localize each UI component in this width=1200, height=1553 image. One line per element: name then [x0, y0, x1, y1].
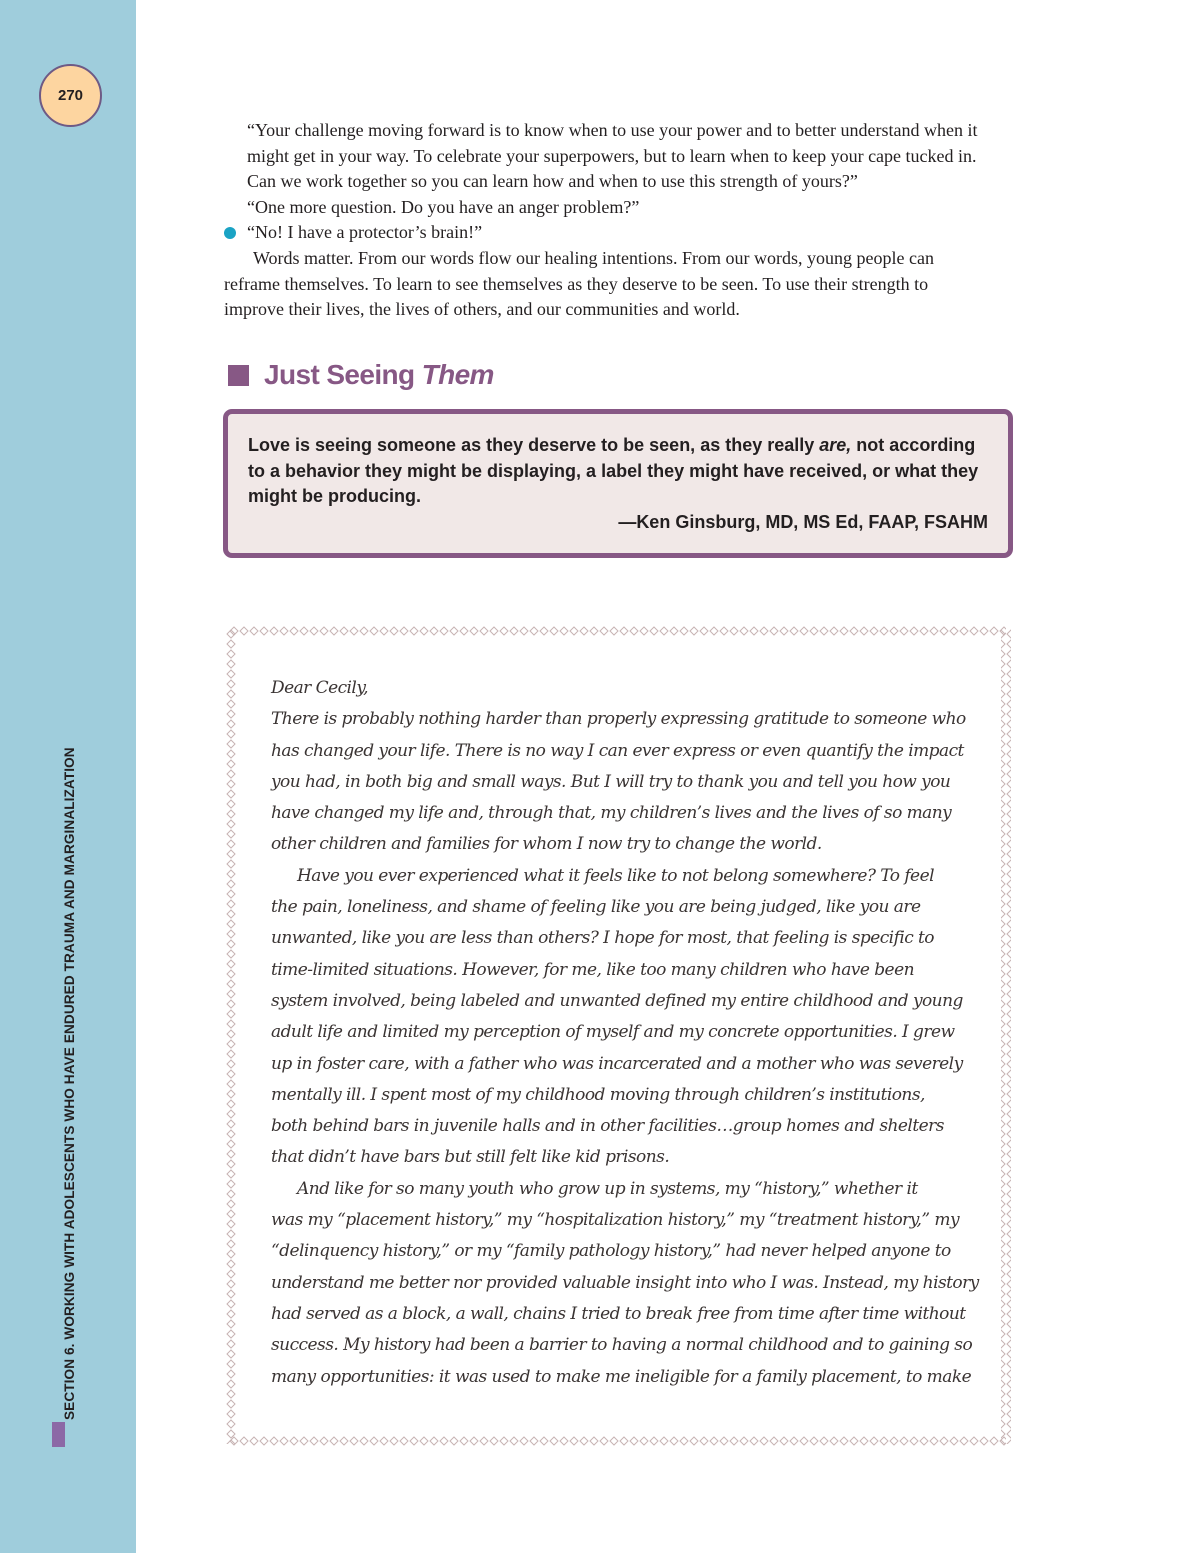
body-paragraph	[224, 246, 1004, 323]
letter-line: Have you ever experienced what it feels like to not belong somewhere? To feel	[297, 865, 934, 886]
dialog-line: might get in your way. To celebrate your superpowers, but to learn when to keep your cape tucked in.	[247, 145, 977, 166]
heading-emphasis: Them	[421, 359, 494, 390]
letter-line: was my “placement history,” my “hospitalization history,” my “treatment history,” my	[271, 1210, 960, 1231]
letter-line: time-limited situations. However, for me, like too many children who have been	[271, 959, 914, 980]
section-label: SECTION 6. WORKING WITH ADOLESCENTS WHO HAVE ENDURED TRAUMA AND MARGINALIZATION	[62, 747, 77, 1420]
heading-square-icon	[228, 365, 249, 386]
letter-line: many opportunities: it was used to make me ineligible for a family placement, to make	[271, 1366, 972, 1387]
dialog-block	[247, 118, 1027, 246]
letter-line: Dear Cecily,	[271, 678, 368, 698]
page-number: 270	[39, 64, 102, 127]
quote-line: to a behavior they might be displaying, a label they might have received, or what they	[248, 460, 979, 481]
letter-line: system involved, being labeled and unwanted defined my entire childhood and young	[271, 990, 963, 1011]
letter-line: unwanted, like you are less than others? I hope for most, that feeling is specific to	[271, 928, 934, 949]
section-heading	[228, 359, 494, 391]
dialog-line: “No! I have a protector’s brain!”	[247, 222, 483, 242]
section-marker	[52, 1422, 65, 1447]
quote-attribution: —Ken Ginsburg, MD, MS Ed, FAAP, FSAHM	[618, 511, 988, 532]
dialog-line: Can we work together so you can learn how and when to use this strength of yours?”	[247, 171, 858, 191]
letter-line: other children and families for whom I now try to change the world.	[271, 834, 822, 855]
letter-line: have changed my life and, through that, my children’s lives and the lives of so many	[271, 803, 952, 824]
letter-line: the pain, loneliness, and shame of feeling like you are being judged, like you are	[271, 897, 921, 918]
letter-line: There is probably nothing harder than properly expressing gratitude to someone who	[271, 709, 966, 730]
letter-line: you had, in both big and small ways. But I will try to thank you and tell you how you	[271, 771, 951, 792]
letter-line: And like for so many youth who grow up in systems, my “history,” whether it	[297, 1178, 918, 1199]
quote-text: Love is seeing someone as they deserve to be seen, as they really	[248, 435, 820, 455]
dialog-line: “Your challenge moving forward is to know when to use your power and to better understand when it	[247, 120, 978, 140]
letter-line: that didn’t have bars but still felt like kid prisons.	[271, 1147, 670, 1168]
dialog-line: “One more question. Do you have an anger problem?”	[247, 196, 640, 217]
quote-emphasis: are,	[819, 435, 852, 455]
letter-line: understand me better nor provided valuable insight into who I was. Instead, my history	[271, 1272, 979, 1293]
heading-text: Just Seeing	[264, 359, 415, 390]
letter-line: mentally ill. I spent most of my childhood moving through children’s institutions,	[271, 1084, 925, 1105]
body-line: improve their lives, the lives of others, and our communities and world.	[224, 299, 740, 319]
body-line: Words matter. From our words flow our healing intentions. From our words, young people can	[253, 248, 934, 268]
letter-line: both behind bars in juvenile halls and in other facilities…group homes and shelters	[271, 1116, 944, 1137]
quote-text: not according	[851, 435, 976, 455]
bullet-dot-icon	[224, 227, 236, 239]
quote-box	[223, 409, 1013, 558]
quote-line	[248, 433, 988, 459]
letter-line: “delinquency history,” or my “family pathology history,” had never helped anyone to	[271, 1241, 951, 1262]
letter-line: success. My history had been a barrier to having a normal childhood and to gaining so	[271, 1335, 973, 1356]
letter-line: has changed your life. There is no way I can ever express or even quantify the impact	[271, 740, 964, 761]
letter-line: adult life and limited my perception of myself and my concrete opportunities. I grew	[271, 1022, 955, 1043]
quote-line: might be producing.	[248, 486, 421, 506]
body-line: reframe themselves. To learn to see themselves as they deserve to be seen. To use their strength to	[224, 273, 929, 294]
letter-line: up in foster care, with a father who was incarcerated and a mother who was severely	[271, 1053, 963, 1074]
letter-text	[271, 673, 991, 1393]
letter-line: had served as a block, a wall, chains I tried to break free from time after time without	[271, 1303, 966, 1324]
